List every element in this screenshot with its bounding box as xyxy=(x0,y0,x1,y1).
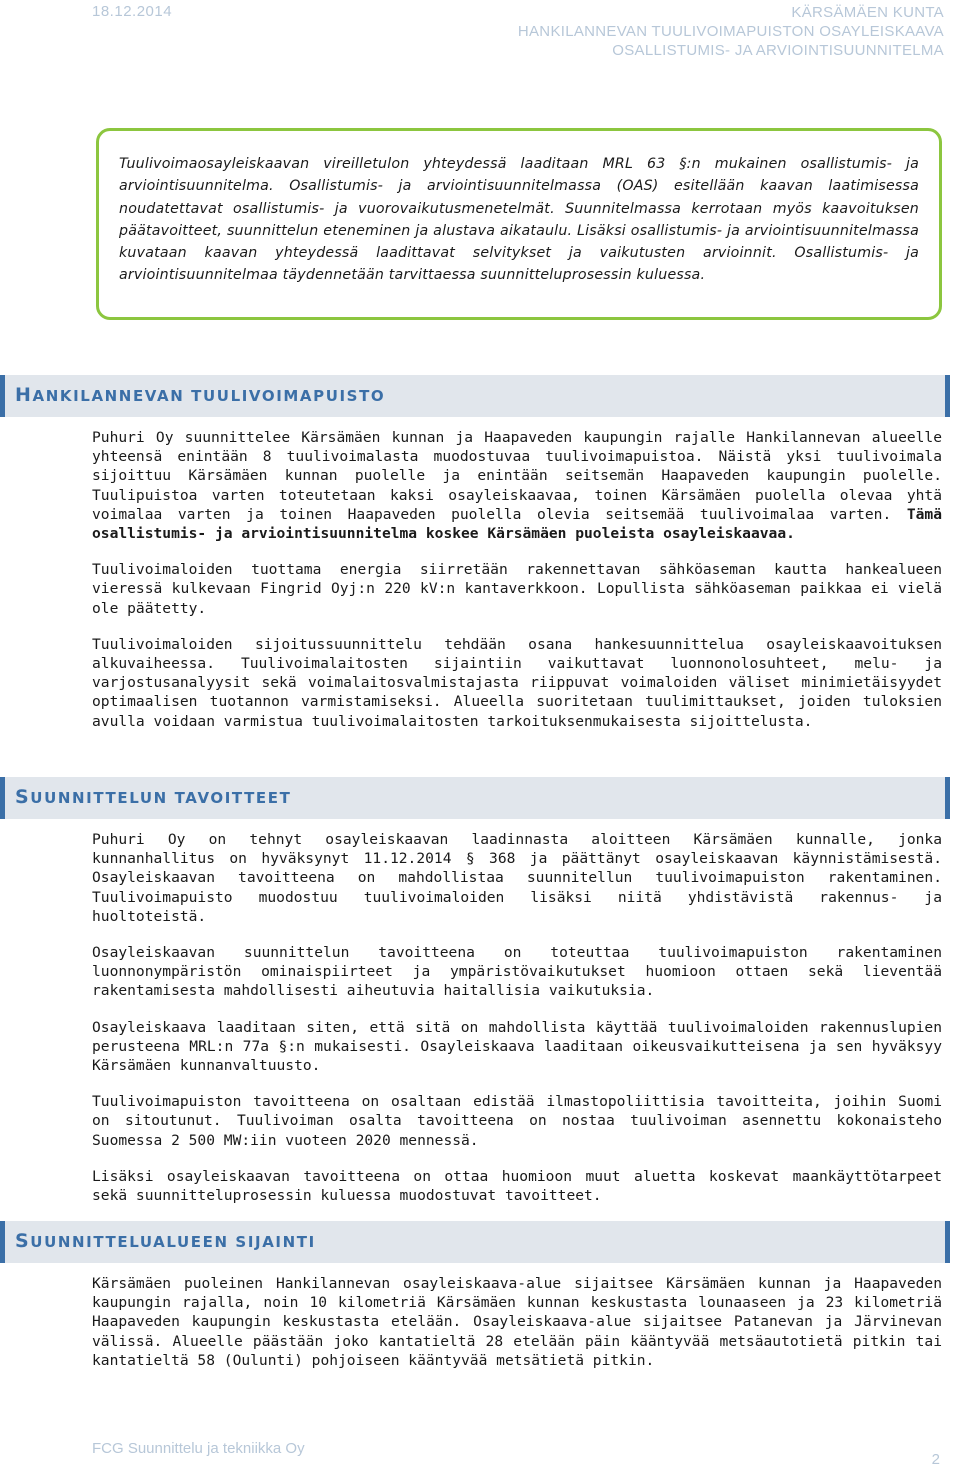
intro-callout-box xyxy=(96,128,942,320)
paragraph: Osayleiskaavan suunnittelun tavoitteena on toteuttaa tuulivoimapuiston rakentaminen luonnonympäristön ominaispiirteet ja ympäristövaikutukset huomioon ottaen sekä lieventää rakentamisesta mahdollisesti aiheutuvia haitallisia vaikutuksia. xyxy=(92,944,942,1000)
section-body xyxy=(92,428,942,748)
section-heading-band xyxy=(0,1221,950,1263)
header-plan-name: HANKILANNEVAN TUULIVOIMAPUISTON OSAYLEISKAAVA xyxy=(517,23,944,40)
paragraph: Lisäksi osayleiskaavan tavoitteena on ottaa huomioon muut aluetta koskevat maankäyttötarpeet sekä suunnitteluprosessin kuluessa muodostuvat tavoitteet. xyxy=(92,1167,942,1205)
paragraph: Kärsämäen puoleinen Hankilannevan osayleiskaava-alue sijaitsee Kärsämäen kunnan ja Haapaveden kaupungin rajalla, noin 10 kilometriä Kärsämäen kunnan keskustasta lounaaseen ja 23 kilometriä Haapaveden kaupungin keskustasta etelään. Osayleiskaava-alue sijaitsee Patanevan ja Järvinevan välissä. Alueelle päästään joko kantatieltä 28 etelään päin kääntyvää metsäautotietä pitkin tai kantatieltä 58 (Oulunti) pohjoiseen kääntyvää metsätietä pitkin. xyxy=(92,1275,942,1369)
section-heading-band xyxy=(0,777,950,819)
section-body xyxy=(92,830,942,1222)
paragraph: Puhuri Oy on tehnyt osayleiskaavan laadinnasta aloitteen Kärsämäen kunnalle, jonka kunnanhallitus on hyväksynyt 11.12.2014 § 368 ja päättänyt osayleiskaavan käynnistämisestä. Osayleiskaavan tavoitteena on mahdollistaa suunnitellun tuulivoimapuiston rakentaminen. Tuulivoimapuisto muodostuu tuulivoimaloiden lisäksi niitä yhdistävistä rakennus- ja huoltoteistä. xyxy=(92,831,942,925)
section-body xyxy=(92,1274,942,1387)
header-municipality: KÄRSÄMÄEN KUNTA xyxy=(791,4,944,21)
paragraph: Tuulivoimaloiden sijoitussuunnittelu tehdään osana hankesuunnittelua osayleiskaavoituksen alkuvaiheessa. Tuulivoimalaitosten sijaintiin vaikuttavat luonnonolosuhteet, melu- ja varjostusanalyysit sekä voimalaitosvalmistajasta riippuvat voimaloiden väliset minimietäisyydet optimaalisen tuotannon varmistamiseksi. Alueella suoritetaan tuulimittaukset, joiden tuloksien avulla voidaan varmistua tuulivoimalaitosten tarkoituksenmukaisesta sijoittelusta. xyxy=(92,635,942,730)
bold-statement: Tämä osallistumis- ja arviointisuunnitelma koskee Kärsämäen puoleista osayleiskaavaa. xyxy=(92,505,942,543)
paragraph: Osayleiskaava laaditaan siten, että sitä on mahdollista käyttää tuulivoimaloiden rakennuslupien perusteena MRL:n 77a §:n mukaisesti. Osayleiskaava laaditaan oikeusvaikutteisena ja sen hyväksyy Kärsämäen kunnanvaltuusto. xyxy=(92,1018,942,1075)
section-title: HANKILANNEVAN TUULIVOIMAPUISTO xyxy=(15,384,386,406)
page-number: 2 xyxy=(931,1451,940,1468)
section-heading-band xyxy=(0,375,950,417)
header-date: 18.12.2014 xyxy=(92,3,173,20)
footer-company: FCG Suunnittelu ja tekniikka Oy xyxy=(92,1440,305,1457)
paragraph: Tuulivoimaloiden tuottama energia siirretään rakennettavan sähköaseman kautta hankealueen vieressä kulkevaan Fingrid Oyj:n 220 kV:n kantaverkkoon. Lopullista sähköaseman paikkaa ei vielä ole päätetty. xyxy=(92,561,942,617)
header-titles xyxy=(518,3,944,60)
section-title: SUUNNITTELUALUEEN SIJAINTI xyxy=(15,1230,316,1252)
section-title: SUUNNITTELUN TAVOITTEET xyxy=(15,786,292,808)
paragraph: Tuulivoimapuiston tavoitteena on osaltaan edistää ilmastopoliittisia tavoitteita, joihin Suomi on sitoutunut. Tuulivoiman osalta tavoitteena on nostaa tuulivoiman asennettu kokonaisteho Suomessa 2 500 MW:iin vuoteen 2020 mennessä. xyxy=(92,1093,942,1149)
intro-text: Tuulivoimaosayleiskaavan vireilletulon yhteydessä laaditaan MRL 63 §:n mukainen osallistumis- ja arviointisuunnitelma. Osallistumis- ja arviointisuunnitelmassa (OAS) esitellään kaavan laatimisessa noudatettavat osallistumis- ja vuorovaikutusmenetelmät. Suunnitelmassa kerrotaan myös kaavoituksen päätavoitteet, suunnittelun eteneminen ja alustava aikataulu. Lisäksi osallistumis- ja arviointisuunnitelmassa kuvataan kaavan yhteydessä laadittavat selvitykset ja vaikutusten arvioinnit. Osallistumis- ja arviointisuunnitelmaa täydennetään tarvittaessa suunnitteluprosessin kuluessa. xyxy=(119,156,919,284)
header-document-type: OSALLISTUMIS- JA ARVIOINTISUUNNITELMA xyxy=(612,42,944,59)
paragraph: Puhuri Oy suunnittelee Kärsämäen kunnan ja Haapaveden kaupungin rajalle Hankilannevan alueelle yhteensä enintään 8 tuulivoimalasta muodostuvaa tuulivoimapuistoa. Näistä yksi tuulivoimala sijoittuu Kärsämäen kunnan puolelle ja enintään seitsemän Haapaveden kaupungin puolelle. Tuulipuistoa varten toteutetaan kaksi osayleiskaavaa, toinen Kärsämäen puolella olevaa yhtä voimalaa varten ja toinen Haapaveden puolella olevia seitsemää tuulivoimalaa varten. Tämä osallistumis- ja arviointisuunnitelma koskee Kärsämäen puoleista osayleiskaavaa. xyxy=(92,429,942,543)
